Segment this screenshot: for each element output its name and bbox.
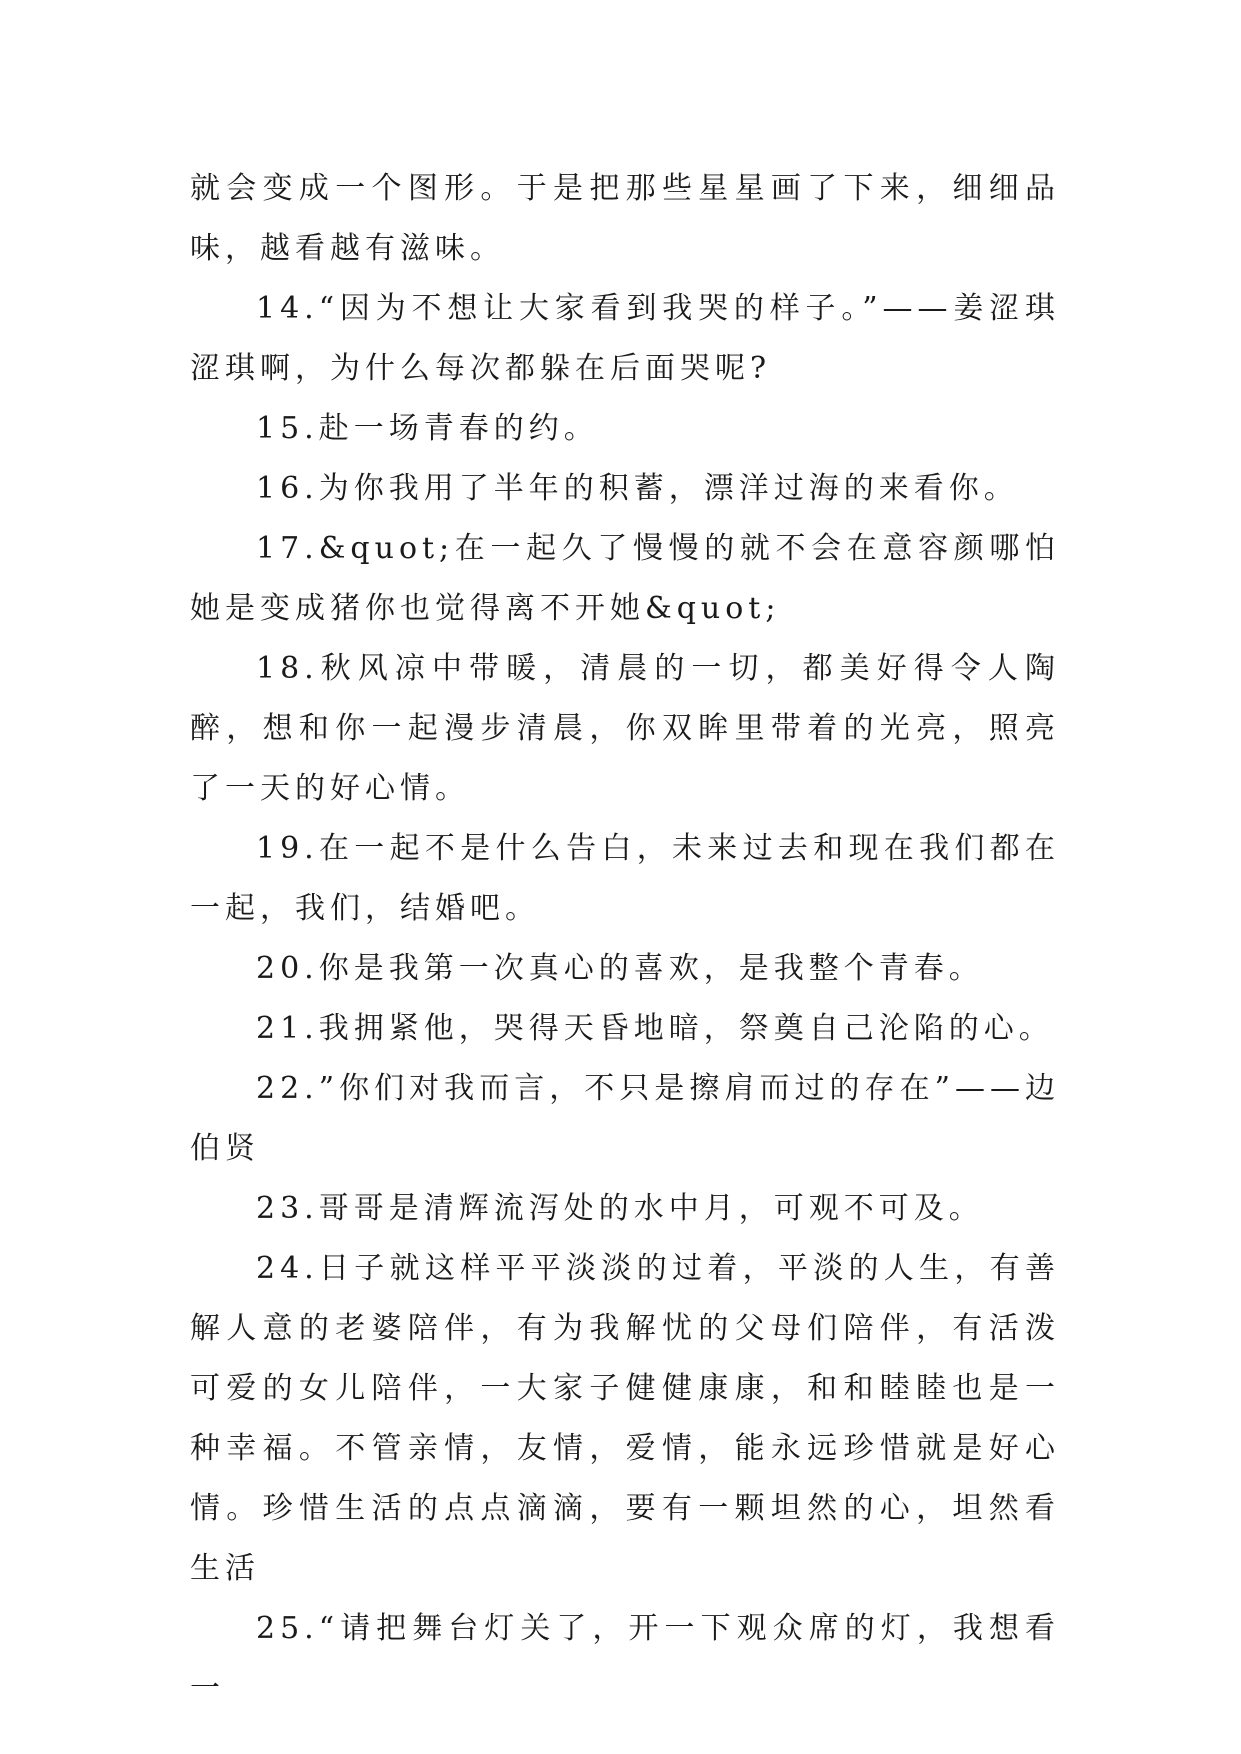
paragraph-item-22: 22.”你们对我而言，不只是擦肩而过的存在”——边伯贤 bbox=[190, 1071, 1060, 1166]
paragraph-item-23: 23.哥哥是清辉流泻处的水中月，可观不可及。 bbox=[256, 1191, 984, 1226]
paragraph-item-21: 21.我拥紧他，哭得天昏地暗，祭奠自己沦陷的心。 bbox=[256, 1011, 1054, 1046]
paragraph-item-19: 19.在一起不是什么告白，未来过去和现在我们都在一起，我们，结婚吧。 bbox=[190, 831, 1060, 926]
paragraph-continuation: 就会变成一个图形。于是把那些星星画了下来，细细品味，越看越有滋味。 bbox=[190, 171, 1060, 266]
paragraph-item-18: 18.秋风凉中带暖，清晨的一切，都美好得令人陶醉，想和你一起漫步清晨，你双眸里带着的光亮，照亮了一天的好心情。 bbox=[190, 651, 1060, 806]
document-page bbox=[190, 159, 1060, 1719]
paragraph-item-20: 20.你是我第一次真心的喜欢，是我整个青春。 bbox=[256, 951, 984, 986]
paragraph-item-14: 14.“因为不想让大家看到我哭的样子。”——姜涩琪涩琪啊，为什么每次都躲在后面哭呢? bbox=[190, 291, 1060, 386]
paragraph-item-15: 15.赴一场青春的约。 bbox=[256, 411, 599, 446]
paragraph-item-25: 25.“请把舞台灯关了，开一下观众席的灯，我想看一 bbox=[190, 1611, 1060, 1706]
paragraph-item-24: 24.日子就这样平平淡淡的过着，平淡的人生，有善解人意的老婆陪伴，有为我解忧的父母们陪伴，有活泼可爱的女儿陪伴，一大家子健健康康，和和睦睦也是一种幸福。不管亲情，友情，爱情，能永远珍惜就是好心情。珍惜生活的点点滴滴，要有一颗坦然的心，坦然看生活 bbox=[190, 1251, 1060, 1586]
paragraph-item-16: 16.为你我用了半年的积蓄，漂洋过海的来看你。 bbox=[256, 471, 1019, 506]
paragraph-item-17: 17.&quot;在一起久了慢慢的就不会在意容颜哪怕她是变成猪你也觉得离不开她&quot; bbox=[190, 531, 1060, 626]
